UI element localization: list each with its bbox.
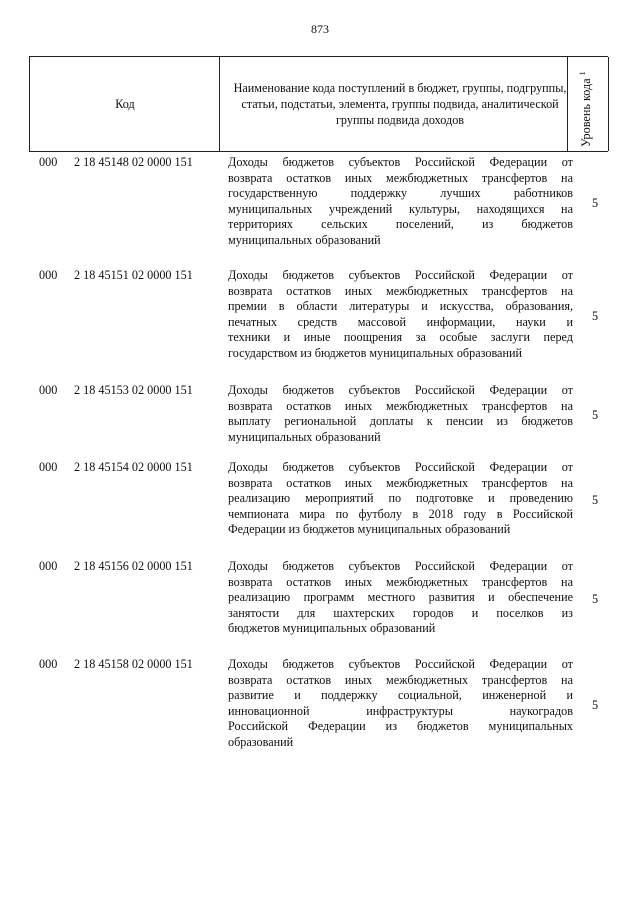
row-level: 5 (592, 408, 599, 423)
row-name-line: развитие и поддержку социальной, инженерной и (228, 688, 573, 703)
row-name-line: реализацию мероприятий по подготовке и проведению (228, 491, 573, 506)
row-name-line: Доходы бюджетов субъектов Российской Федерации от (228, 559, 573, 573)
row-name-line: Доходы бюджетов субъектов Российской Федерации от (228, 155, 573, 169)
row-code: 2 18 45156 02 0000 151 (74, 559, 193, 573)
row-name-line: реализацию программ местного развития и обеспечение (228, 590, 573, 605)
row-name-line: занятости для шахтерских городов и поселков из (228, 605, 573, 620)
header-name-cell (219, 57, 568, 151)
row-name (228, 268, 573, 362)
row-name-line: возврата остатков иных межбюджетных трансфертов на (228, 283, 573, 298)
row-name (228, 559, 573, 637)
row-name-line: возврата остатков иных межбюджетных трансфертов на (228, 574, 573, 589)
table-header (29, 56, 608, 152)
row-name-line: выплату региональной доплаты к пенсии из бюджетов (228, 414, 573, 429)
row-name-line: Федерации из бюджетов муниципальных образований (228, 522, 511, 537)
header-level-cell (567, 57, 609, 151)
row-code: 2 18 45148 02 0000 151 (74, 155, 193, 169)
row-code: 2 18 45151 02 0000 151 (74, 268, 193, 282)
row-level: 5 (592, 592, 599, 606)
header-level-label: Уровень кода (579, 78, 593, 147)
row-name-line: государственную поддержку лучших работников (228, 186, 573, 201)
row-code: 2 18 45154 02 0000 151 (74, 460, 193, 474)
row-level: 5 (592, 493, 599, 507)
row-name-line: Российской Федерации из бюджетов муниципальных (228, 719, 573, 734)
row-name-line: инновационной инфраструктуры наукоградов (228, 703, 573, 718)
row-code: 2 18 45153 02 0000 151 (74, 383, 193, 397)
header-code-cell (29, 57, 220, 151)
row-name (228, 657, 573, 751)
row-level: 5 (592, 308, 599, 323)
row-name-line: муниципальных учреждений культуры, находящихся на (228, 201, 573, 216)
row-level: 5 (592, 697, 599, 712)
row-name-line: государством из бюджетов муниципальных образований (228, 345, 523, 360)
row-prefix: 000 (39, 155, 58, 169)
row-name-line: Доходы бюджетов субъектов Российской Федерации от (228, 268, 573, 282)
row-code: 2 18 45158 02 0000 151 (74, 657, 193, 671)
page-number: 873 (311, 22, 329, 36)
row-name-line: возврата остатков иных межбюджетных трансфертов на (228, 672, 573, 687)
row-name-line: образований (228, 734, 294, 749)
row-name (228, 460, 573, 538)
row-prefix: 000 (39, 268, 58, 282)
row-name-line: чемпионата мира по футболу в 2018 году в Российской (228, 506, 573, 521)
row-level: 5 (592, 195, 599, 210)
row-prefix: 000 (39, 657, 58, 671)
row-name (228, 383, 573, 445)
header-code-label: Код (115, 96, 135, 111)
row-prefix: 000 (39, 460, 58, 474)
row-name-line: муниципальных образований (228, 232, 381, 247)
row-name-line: бюджетов муниципальных образований (228, 621, 436, 636)
header-name-label: Наименование кода поступлений в бюджет, группы, подгруппы, статьи, подстатьи, элемента, группы подвида, аналитической группы подвида доходов (233, 81, 567, 127)
row-name-line: премии в области литературы и искусства, образования, (228, 299, 573, 314)
row-name-line: возврата остатков иных межбюджетных трансфертов на (228, 170, 573, 185)
row-name-line: Доходы бюджетов субъектов Российской Федерации от (228, 383, 573, 397)
row-prefix: 000 (39, 559, 58, 573)
row-name-line: возврата остатков иных межбюджетных трансфертов на (228, 475, 573, 490)
header-level-footnote: 1 (577, 71, 587, 76)
row-name-line: техники и иные поощрения за особые заслуги перед (228, 330, 573, 345)
row-name-line: территориях сельских поселений, из бюджетов (228, 217, 573, 232)
row-name (228, 155, 573, 249)
row-name-line: печатных средств массовой информации, науки и (228, 314, 573, 329)
header-level-rotated (579, 71, 594, 147)
row-prefix: 000 (39, 383, 58, 397)
row-name-line: муниципальных образований (228, 429, 381, 444)
row-name-line: возврата остатков иных межбюджетных трансфертов на (228, 398, 573, 413)
row-name-line: Доходы бюджетов субъектов Российской Федерации от (228, 657, 573, 671)
row-name-line: Доходы бюджетов субъектов Российской Федерации от (228, 460, 573, 474)
